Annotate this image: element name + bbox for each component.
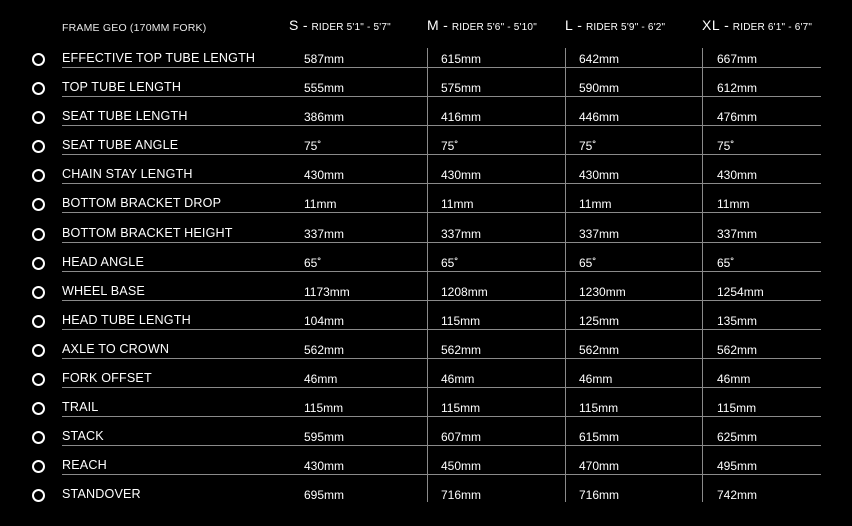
value-s: 115mm <box>304 401 344 416</box>
value-xl: 625mm <box>717 430 758 445</box>
value-l: 125mm <box>579 313 620 328</box>
value-m: 450mm <box>441 459 482 474</box>
row-divider <box>62 387 821 388</box>
value-xl: 135mm <box>717 313 758 328</box>
row-label: STACK <box>62 429 104 444</box>
value-xl: 11mm <box>717 197 750 212</box>
size-separator: - <box>577 17 582 33</box>
value-m: 337mm <box>441 226 482 241</box>
row-divider <box>62 125 821 126</box>
size-header-xl <box>702 17 812 37</box>
table-row <box>0 189 852 218</box>
value-m: 615mm <box>441 52 482 66</box>
value-l: 446mm <box>579 110 620 125</box>
value-m: 575mm <box>441 81 482 96</box>
radio-bullet-icon[interactable] <box>32 344 45 357</box>
value-l: 115mm <box>579 401 619 416</box>
radio-bullet-icon[interactable] <box>32 402 45 415</box>
value-m: 607mm <box>441 430 482 445</box>
table-row <box>0 219 852 248</box>
size-separator: - <box>724 17 729 33</box>
size-header-s <box>289 17 391 37</box>
value-s: 104mm <box>304 313 345 328</box>
value-s: 595mm <box>304 430 345 445</box>
value-l: 470mm <box>579 459 620 474</box>
radio-bullet-icon[interactable] <box>32 198 45 211</box>
radio-bullet-icon[interactable] <box>32 257 45 270</box>
row-label: EFFECTIVE TOP TUBE LENGTH <box>62 51 256 65</box>
size-separator: - <box>302 17 308 33</box>
radio-bullet-icon[interactable] <box>32 286 45 299</box>
value-s: 337mm <box>304 226 345 241</box>
value-l: 430mm <box>579 168 620 183</box>
value-s: 46mm <box>304 372 338 387</box>
value-m: 416mm <box>441 110 482 125</box>
size-rider-range: RIDER 6'1" - 6'7" <box>732 22 813 33</box>
row-label: SEAT TUBE ANGLE <box>62 138 179 153</box>
row-divider <box>62 358 821 359</box>
value-s: 386mm <box>304 110 345 125</box>
row-label: TRAIL <box>62 400 99 415</box>
value-xl: 495mm <box>717 459 758 474</box>
row-label: TOP TUBE LENGTH <box>62 80 182 95</box>
row-label: SEAT TUBE LENGTH <box>62 109 188 124</box>
radio-bullet-icon[interactable] <box>32 315 45 328</box>
table-row <box>0 102 852 131</box>
value-m: 430mm <box>441 168 482 183</box>
size-rider-range: RIDER 5'1" - 5'7" <box>311 22 391 33</box>
table-row <box>0 335 852 364</box>
table-row <box>0 44 852 73</box>
value-l: 716mm <box>579 488 620 503</box>
size-separator: - <box>443 17 448 33</box>
table-row <box>0 277 852 306</box>
value-m: 46mm <box>441 372 475 387</box>
value-xl: 476mm <box>717 110 758 125</box>
value-l: 46mm <box>579 372 613 387</box>
row-divider <box>62 242 821 243</box>
row-label: REACH <box>62 458 107 473</box>
row-label: STANDOVER <box>62 487 141 502</box>
table-row <box>0 131 852 160</box>
row-label: AXLE TO CROWN <box>62 341 170 356</box>
radio-bullet-icon[interactable] <box>32 228 45 241</box>
value-l: 615mm <box>579 430 620 445</box>
value-s: 695mm <box>304 488 345 503</box>
table-row <box>0 364 852 393</box>
value-xl: 742mm <box>717 488 758 503</box>
value-m: 562mm <box>441 342 482 357</box>
radio-bullet-icon[interactable] <box>32 489 45 502</box>
row-divider <box>62 183 821 184</box>
value-l: 590mm <box>579 81 620 96</box>
value-s: 65˚ <box>304 255 322 270</box>
value-s: 430mm <box>304 168 345 183</box>
value-xl: 612mm <box>717 81 758 96</box>
size-letter: S <box>289 17 299 33</box>
value-xl: 337mm <box>717 226 758 241</box>
radio-bullet-icon[interactable] <box>32 373 45 386</box>
row-divider <box>62 300 821 301</box>
value-s: 562mm <box>304 342 345 357</box>
size-rider-range: RIDER 5'6" - 5'10" <box>451 22 537 33</box>
value-xl: 667mm <box>717 52 758 66</box>
table-row <box>0 480 852 509</box>
table-row <box>0 422 852 451</box>
value-m: 115mm <box>441 401 481 416</box>
row-divider <box>62 67 821 68</box>
row-label: HEAD TUBE LENGTH <box>62 312 191 327</box>
row-label: CHAIN STAY LENGTH <box>62 167 193 182</box>
value-m: 11mm <box>441 197 474 212</box>
value-m: 115mm <box>441 313 481 328</box>
row-divider <box>62 212 821 213</box>
row-label: HEAD ANGLE <box>62 254 144 269</box>
value-l: 65˚ <box>579 255 597 270</box>
value-s: 555mm <box>304 81 345 96</box>
table-row <box>0 306 852 335</box>
table-row <box>0 248 852 277</box>
row-label: BOTTOM BRACKET DROP <box>62 196 222 211</box>
radio-bullet-icon[interactable] <box>32 53 45 66</box>
value-s: 430mm <box>304 459 345 474</box>
value-xl: 1254mm <box>717 284 764 299</box>
radio-bullet-icon[interactable] <box>32 82 45 95</box>
value-xl: 562mm <box>717 342 758 357</box>
row-divider <box>62 329 821 330</box>
row-divider <box>62 474 821 475</box>
value-xl: 75˚ <box>717 139 735 154</box>
radio-bullet-icon[interactable] <box>32 111 45 124</box>
size-letter: M <box>427 17 440 33</box>
size-letter: XL <box>702 17 721 33</box>
table-row <box>0 451 852 480</box>
row-label: BOTTOM BRACKET HEIGHT <box>62 225 233 240</box>
value-l: 1230mm <box>579 284 626 299</box>
value-xl: 65˚ <box>717 255 735 270</box>
value-l: 75˚ <box>579 139 597 154</box>
table-row <box>0 73 852 102</box>
radio-bullet-icon[interactable] <box>32 460 45 473</box>
value-m: 65˚ <box>441 255 459 270</box>
value-l: 562mm <box>579 342 620 357</box>
table-row <box>0 160 852 189</box>
row-divider <box>62 416 821 417</box>
row-divider <box>62 154 821 155</box>
row-label: FORK OFFSET <box>62 371 152 386</box>
size-letter: L <box>565 17 574 33</box>
radio-bullet-icon[interactable] <box>32 140 45 153</box>
radio-bullet-icon[interactable] <box>32 431 45 444</box>
size-header-m <box>427 17 537 37</box>
value-l: 642mm <box>579 52 620 66</box>
value-xl: 430mm <box>717 168 758 183</box>
size-header-l <box>565 17 665 37</box>
value-xl: 46mm <box>717 372 751 387</box>
value-m: 716mm <box>441 488 482 503</box>
value-xl: 115mm <box>717 401 757 416</box>
size-rider-range: RIDER 5'9" - 6'2" <box>585 22 666 33</box>
value-s: 1173mm <box>304 284 350 299</box>
value-l: 11mm <box>579 197 612 212</box>
table-row <box>0 393 852 422</box>
value-m: 1208mm <box>441 284 488 299</box>
row-divider <box>62 271 821 272</box>
value-s: 587mm <box>304 52 345 66</box>
table-body <box>0 44 852 510</box>
radio-bullet-icon[interactable] <box>32 169 45 182</box>
row-label: WHEEL BASE <box>62 283 145 298</box>
row-divider <box>62 445 821 446</box>
row-divider <box>62 96 821 97</box>
value-l: 337mm <box>579 226 620 241</box>
table-title: FRAME GEO (170MM FORK) <box>62 22 207 34</box>
value-s: 11mm <box>304 197 337 212</box>
value-s: 75˚ <box>304 139 322 154</box>
value-m: 75˚ <box>441 139 459 154</box>
